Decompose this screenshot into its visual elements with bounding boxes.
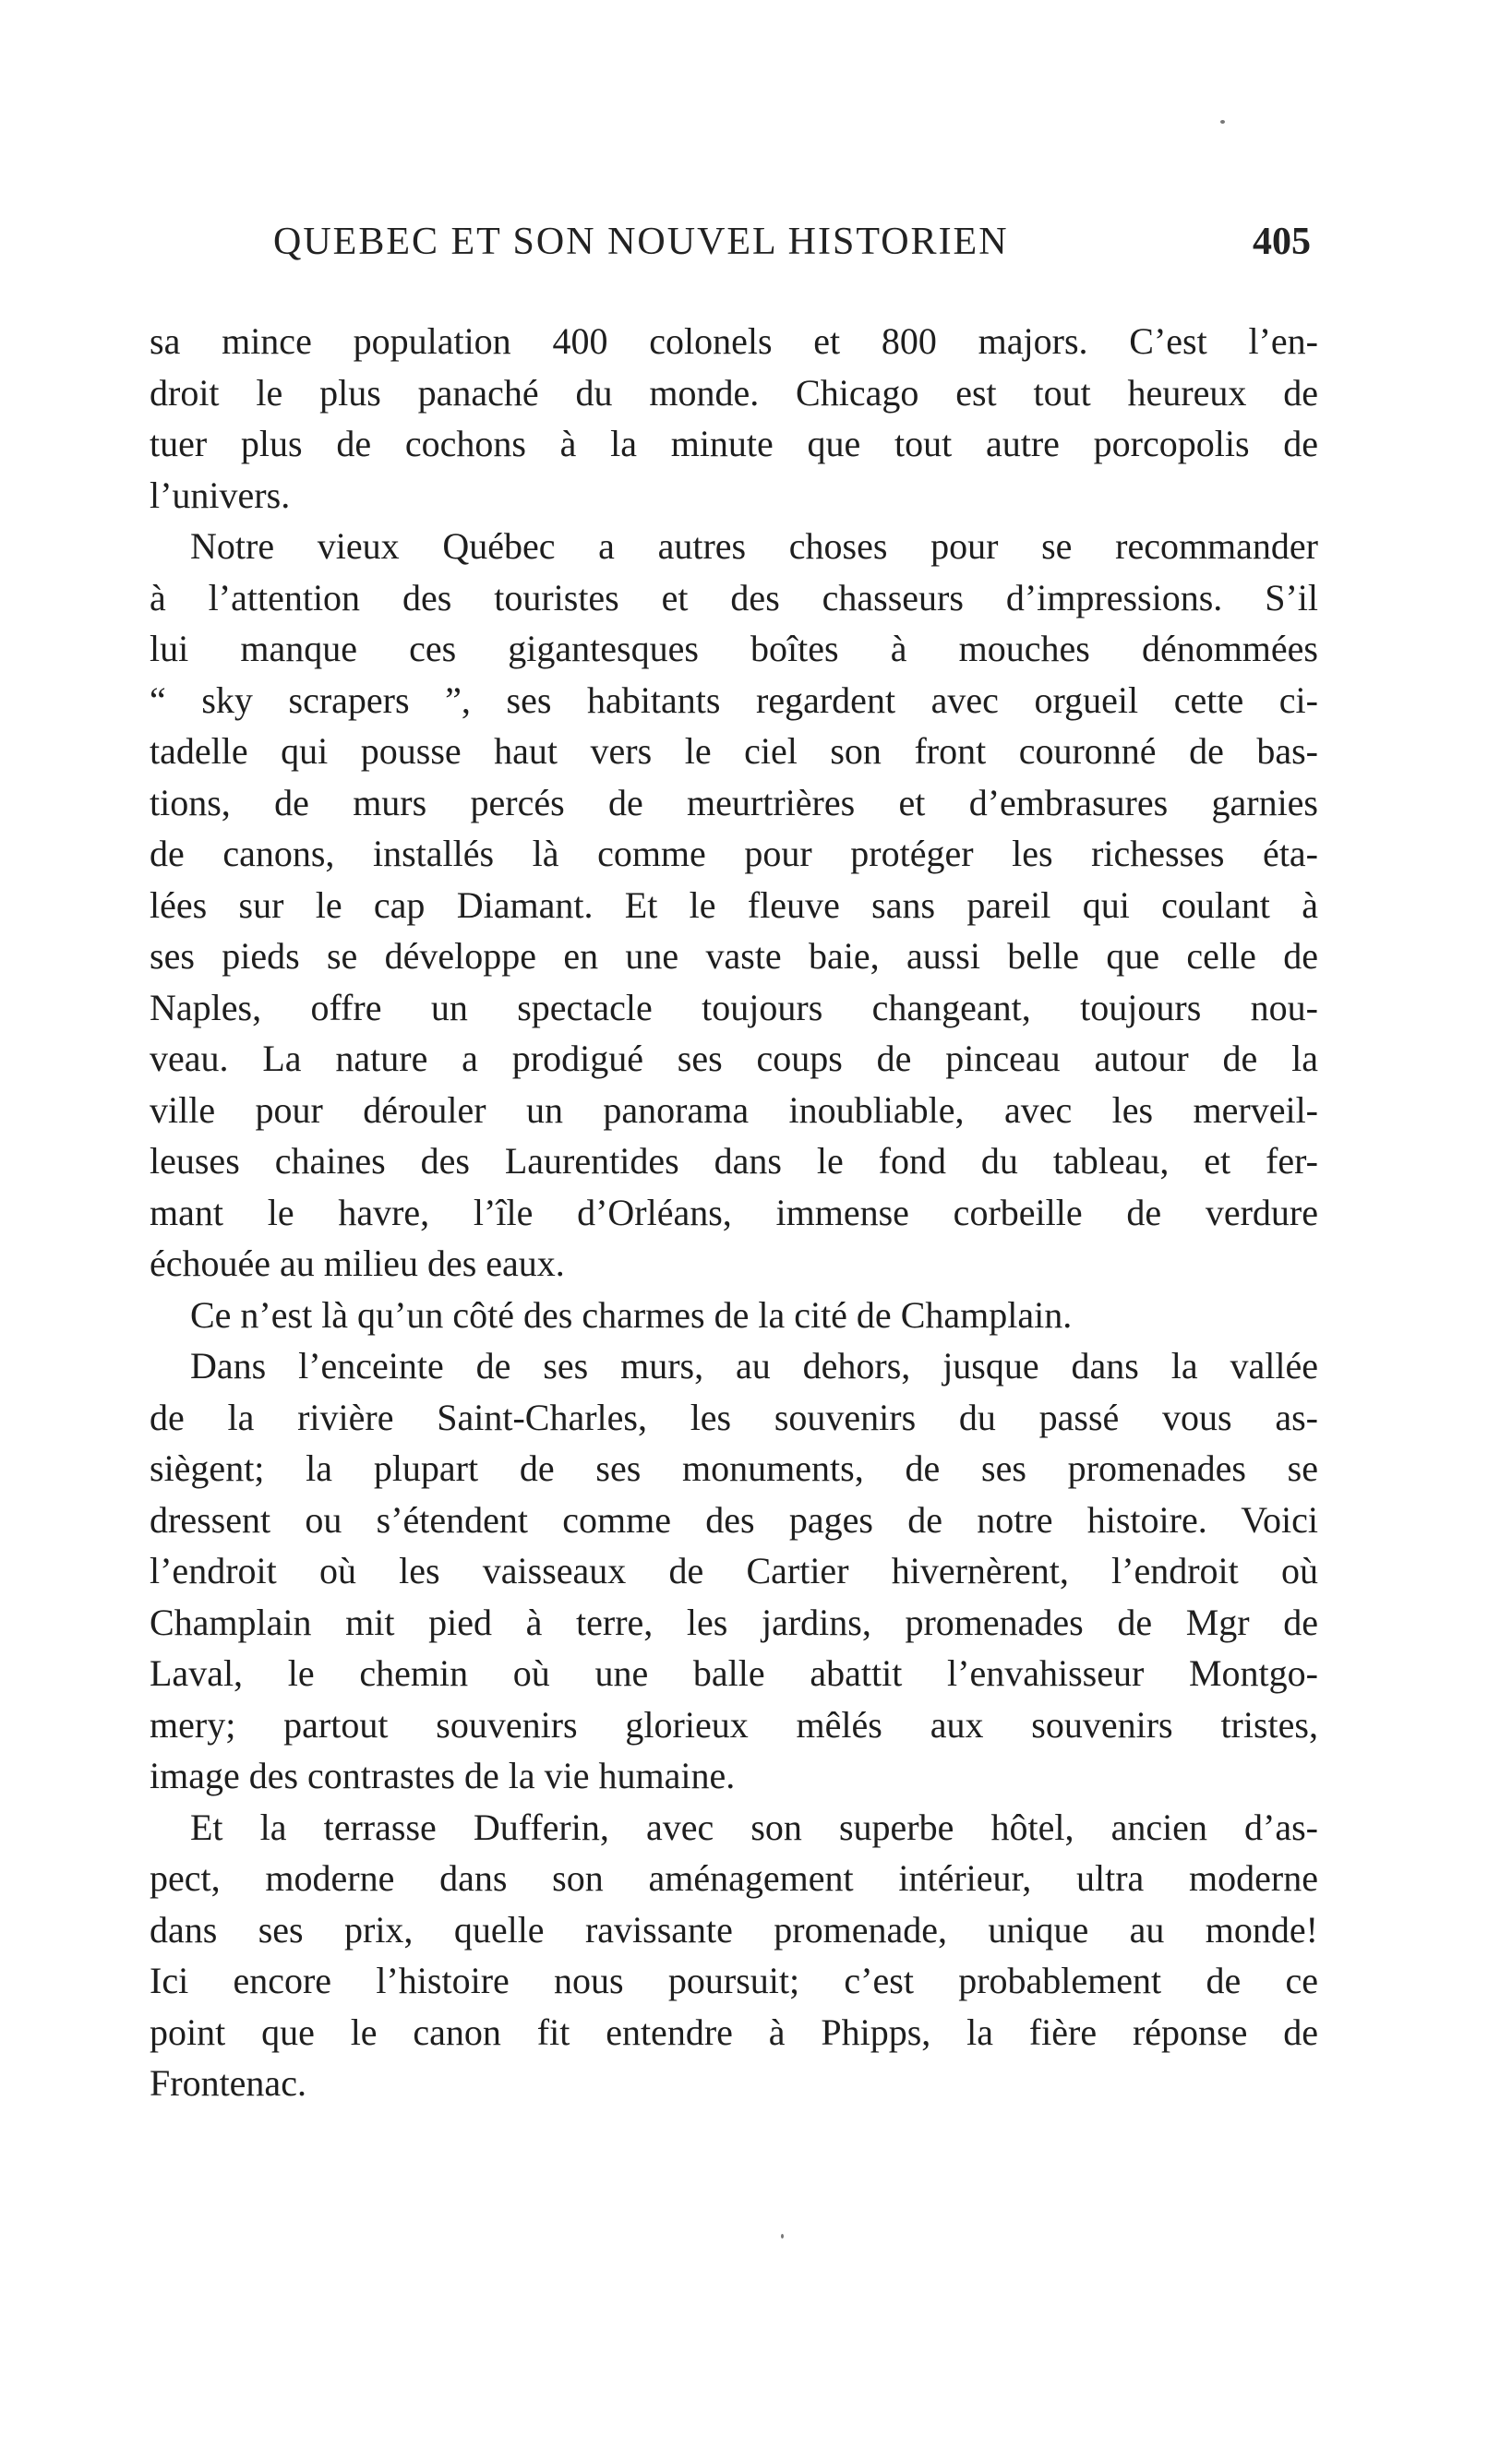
text-line: Laval, le chemin où une balle abattit l’envahisseur Montgo- <box>150 1652 1318 1694</box>
text-line: de canons, installés là comme pour protéger les richesses éta- <box>150 833 1318 874</box>
text-line: droit le plus panaché du monde. Chicago est tout heureux de <box>150 371 1318 414</box>
text-line: “ sky scrapers ”, ses habitants regardent avec orgueil cette ci- <box>150 678 1318 721</box>
running-head <box>273 220 1311 275</box>
text-line: Ce n’est là qu’un côté des charmes de la cité de Champlain. <box>190 1293 1073 1336</box>
text-line: à l’attention des touristes et des chasseurs d’impressions. S’il <box>150 576 1318 618</box>
text-line: ses pieds se développe en une vaste baie, aussi belle que celle de <box>150 935 1318 977</box>
page-number: 405 <box>1253 221 1311 263</box>
text-line: Notre vieux Québec a autres choses pour se recommander <box>190 525 1318 567</box>
text-line: Ici encore l’histoire nous poursuit; c’est probablement de ce <box>150 1960 1318 2001</box>
text-line: Champlain mit pied à terre, les jardins, promenades de Mgr de <box>150 1601 1318 1643</box>
text-line: l’univers. <box>150 474 291 516</box>
text-line: mant le havre, l’île d’Orléans, immense corbeille de verdure <box>150 1191 1318 1233</box>
text-line: pect, moderne dans son aménagement intérieur, ultra moderne <box>150 1857 1318 1899</box>
text-line: tions, de murs percés de meurtrières et d’embrasures garnies <box>150 781 1318 823</box>
text-line: veau. La nature a prodigué ses coups de pinceau autour de la <box>150 1038 1318 1079</box>
text-line: ville pour dérouler un panorama inoubliable, avec les merveil- <box>150 1088 1318 1131</box>
text-line: de la rivière Saint-Charles, les souvenirs du passé vous as- <box>150 1396 1318 1438</box>
print-speck <box>1220 120 1225 124</box>
text-line: leuses chaines des Laurentides dans le fond du tableau, et fer- <box>150 1140 1318 1182</box>
text-line: lées sur le cap Diamant. Et le fleuve sans pareil qui coulant à <box>150 883 1318 926</box>
text-line: siègent; la plupart de ses monuments, de ses promenades se <box>150 1447 1318 1489</box>
text-line: tuer plus de cochons à la minute que tout autre porcopolis de <box>150 423 1318 464</box>
text-line: lui manque ces gigantesques boîtes à mouches dénommées <box>150 628 1318 669</box>
text-line: dans ses prix, quelle ravissante promenade, unique au monde! <box>150 1908 1318 1951</box>
body-text <box>150 316 1318 2109</box>
text-line: Dans l’enceinte de ses murs, au dehors, jusque dans la vallée <box>190 1345 1318 1387</box>
text-line: Et la terrasse Dufferin, avec son superbe hôtel, ancien d’as- <box>190 1806 1318 1848</box>
text-line: mery; partout souvenirs glorieux mêlés aux souvenirs tristes, <box>150 1703 1318 1746</box>
text-line: point que le canon fit entendre à Phipps, la fière réponse de <box>150 2011 1318 2053</box>
text-line: sa mince population 400 colonels et 800 majors. C’est l’en- <box>150 320 1318 362</box>
running-head-title: QUEBEC ET SON NOUVEL HISTORIEN <box>273 221 1009 263</box>
text-line: image des contrastes de la vie humaine. <box>150 1755 736 1796</box>
text-line: Naples, offre un spectacle toujours changeant, toujours nou- <box>150 986 1318 1028</box>
print-speck <box>781 2234 784 2239</box>
text-line: l’endroit où les vaisseaux de Cartier hivernèrent, l’endroit où <box>150 1550 1318 1591</box>
text-line: Frontenac. <box>150 2062 306 2104</box>
text-line: dressent ou s’étendent comme des pages de notre histoire. Voici <box>150 1498 1318 1541</box>
text-line: tadelle qui pousse haut vers le ciel son front couronné de bas- <box>150 730 1318 772</box>
text-line: échouée au milieu des eaux. <box>150 1243 565 1284</box>
